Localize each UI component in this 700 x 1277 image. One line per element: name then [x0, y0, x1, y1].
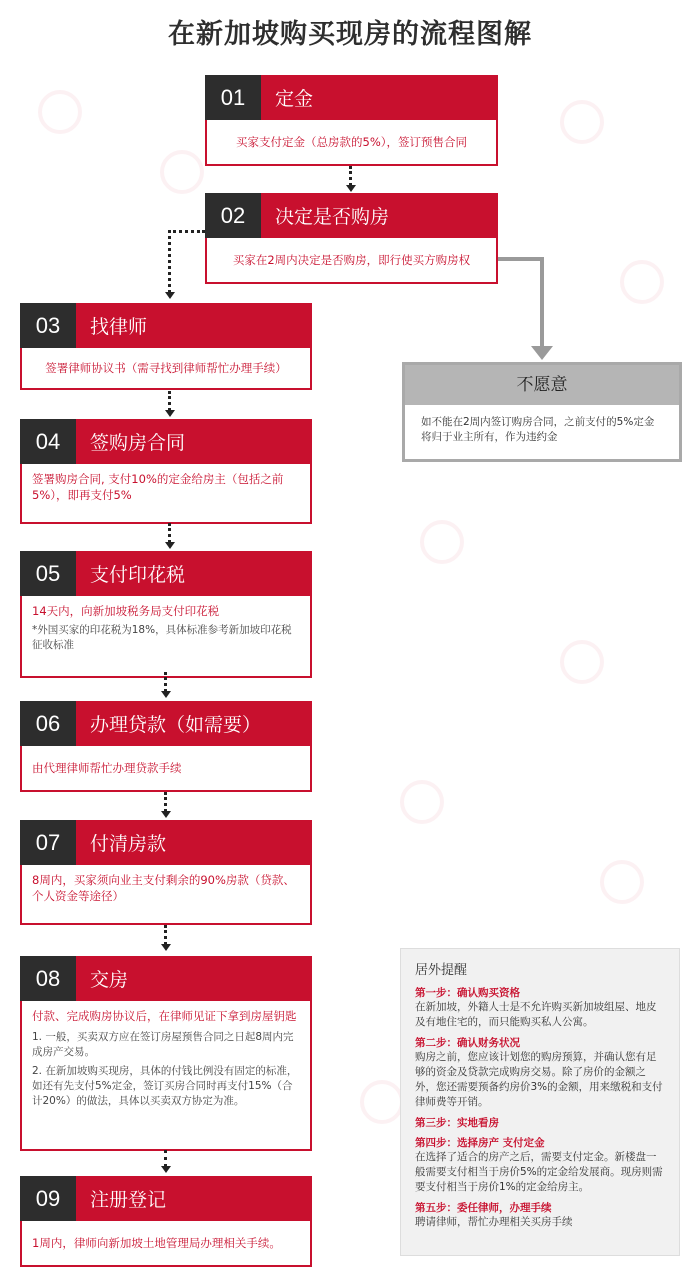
- connector-arrowhead: [161, 811, 171, 818]
- watermark: [360, 1080, 404, 1124]
- step-description: 买家支付定金（总房款的5%），签订预售合同: [236, 135, 467, 149]
- tip-text: 聘请律师，帮忙办理相关买房手续: [415, 1216, 573, 1228]
- step-07: [20, 820, 312, 925]
- tip-text: 购房之前，您应该计划您的购房预算，并确认您有足够的资金及贷款完成购房交易。除了房价的金额之外，您还需要预备约房价3%的金额，用来缴税和支付律师费等开销。: [415, 1051, 663, 1108]
- step-number: 05: [20, 551, 76, 596]
- connector-dotted: [164, 672, 167, 692]
- connector-arrowhead: [165, 410, 175, 417]
- step-note: *外国买家的印花税为18%，具体标准参考新加坡印花税征收标准: [32, 624, 292, 651]
- connector-dotted: [168, 230, 171, 293]
- step-number: 04: [20, 419, 76, 464]
- watermark: [38, 90, 82, 134]
- step-04: [20, 419, 312, 524]
- step-title: 找律师: [76, 303, 312, 348]
- tips-title: 居外提醒: [415, 963, 468, 978]
- step-06: [20, 701, 312, 792]
- tip-heading: 第五步：委任律师，办理手续: [415, 1202, 552, 1214]
- connector-dotted: [164, 925, 167, 945]
- step-note: 2. 在新加坡购买现房，具体的付钱比例没有固定的标准，如还有先支付5%定金，签订买房合同时再支付15%（合计20%）的做法，具体以买卖双方协定为准。: [32, 1065, 298, 1107]
- tip-heading: 第三步：实地看房: [415, 1117, 499, 1129]
- watermark: [160, 150, 204, 194]
- step-description: 1周内，律师向新加坡土地管理局办理相关手续。: [32, 1236, 281, 1250]
- step-description: 8周内，买家须向业主支付剩余的90%房款（贷款、个人资金等途径）: [32, 873, 295, 903]
- watermark: [620, 260, 664, 304]
- step-description: 付款、完成购房协议后，在律师见证下拿到房屋钥匙: [32, 1009, 297, 1023]
- step-number: 03: [20, 303, 76, 348]
- decline-box: [402, 362, 682, 462]
- decline-arrowhead: [531, 346, 553, 360]
- step-title: 注册登记: [76, 1176, 312, 1221]
- step-description: 14天内，向新加坡税务局支付印花税: [32, 604, 220, 618]
- connector-arrowhead: [161, 691, 171, 698]
- connector-dotted: [168, 523, 171, 543]
- step-description: 签署律师协议书（需寻找到律师帮忙办理手续）: [45, 361, 287, 375]
- decline-connector: [498, 257, 544, 261]
- step-description: 由代理律师帮忙办理贷款手续: [32, 761, 182, 775]
- page-title: 在新加坡购买现房的流程图解: [168, 19, 532, 50]
- tip-item: [415, 1136, 665, 1195]
- step-number: 06: [20, 701, 76, 746]
- watermark: [600, 860, 644, 904]
- watermark: [560, 640, 604, 684]
- step-title: 决定是否购房: [261, 193, 498, 238]
- connector-dotted: [349, 166, 352, 186]
- tip-text: 在新加坡，外籍人士是不允许购买新加坡组屋、地皮及有地住宅的，而只能购买私人公寓。: [415, 1001, 657, 1028]
- step-title: 付清房款: [76, 820, 312, 865]
- tip-item: [415, 1036, 665, 1110]
- step-title: 支付印花税: [76, 551, 312, 596]
- watermark: [560, 100, 604, 144]
- tips-panel: [400, 948, 680, 1256]
- step-02: [205, 193, 498, 284]
- connector-arrowhead: [161, 1166, 171, 1173]
- tip-text: 在选择了适合的房产之后，需要支付定金。新楼盘一般需要支付相当于房价5%的定金给发展商。现房则需要支付相当于房价1%的定金给房主。: [415, 1151, 663, 1193]
- step-note: 1. 一般，买卖双方应在签订房屋预售合同之日起8周内完成房产交易。: [32, 1031, 294, 1058]
- connector-arrowhead: [165, 292, 175, 299]
- step-description: 签署购房合同, 支付10%的定金给房主（包括之前5%），即再支付5%: [32, 472, 284, 502]
- step-title: 办理贷款（如需要）: [76, 701, 312, 746]
- watermark: [400, 780, 444, 824]
- step-09: [20, 1176, 312, 1267]
- connector-dotted: [164, 792, 167, 812]
- connector-dotted: [164, 1150, 167, 1167]
- connector-arrowhead: [161, 944, 171, 951]
- step-number: 02: [205, 193, 261, 238]
- tip-item: [415, 1116, 665, 1130]
- tip-heading: 第一步：确认购买资格: [415, 987, 520, 999]
- decline-title: 不愿意: [405, 365, 679, 405]
- step-05: [20, 551, 312, 678]
- step-title: 交房: [76, 956, 312, 1001]
- connector-dotted: [168, 391, 171, 411]
- connector-dotted: [168, 230, 205, 233]
- tip-heading: 第二步：确认财务状况: [415, 1037, 520, 1049]
- step-01: [205, 75, 498, 166]
- step-description: 买家在2周内决定是否购房，即行使买方购房权: [232, 253, 471, 267]
- step-03: [20, 303, 312, 390]
- decline-connector: [540, 257, 544, 347]
- connector-arrowhead: [165, 542, 175, 549]
- connector-arrowhead: [346, 185, 356, 192]
- step-number: 01: [205, 75, 261, 120]
- step-number: 08: [20, 956, 76, 1001]
- step-title: 签购房合同: [76, 419, 312, 464]
- tip-item: [415, 1201, 665, 1230]
- tip-heading: 第四步：选择房产 支付定金: [415, 1137, 545, 1149]
- decline-description: 如不能在2周内签订购房合同，之前支付的5%定金将归于业主所有，作为违约金: [421, 416, 655, 443]
- step-08: [20, 956, 312, 1151]
- tip-item: [415, 986, 665, 1030]
- step-title: 定金: [261, 75, 498, 120]
- step-number: 07: [20, 820, 76, 865]
- watermark: [420, 520, 464, 564]
- step-number: 09: [20, 1176, 76, 1221]
